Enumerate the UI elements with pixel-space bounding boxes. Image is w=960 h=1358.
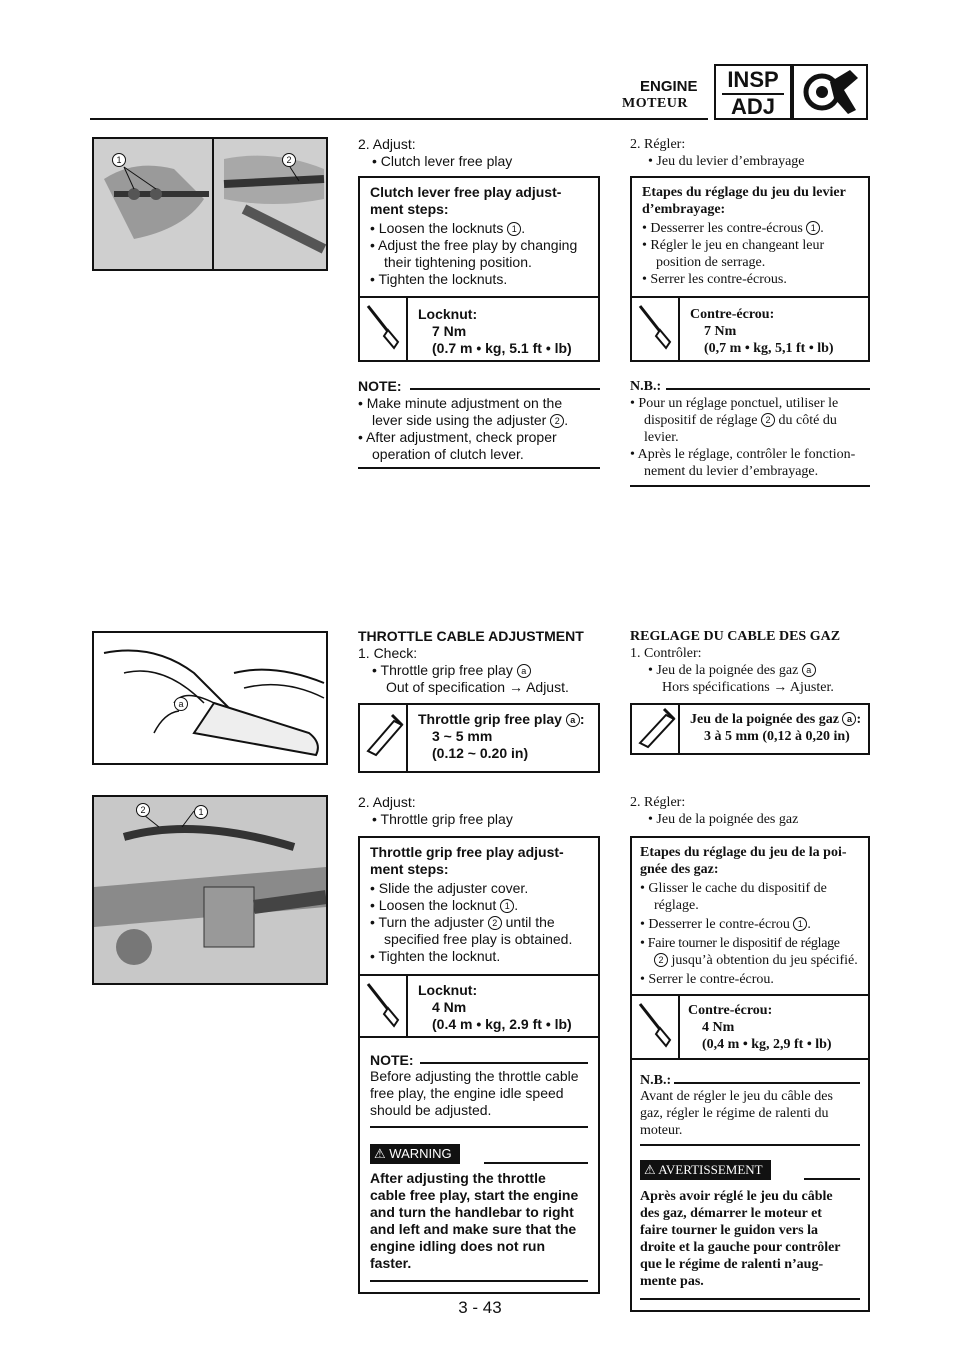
clutch-fr-step: 2. Régler: — [630, 137, 686, 152]
callout-1: 1 — [112, 153, 126, 167]
clutch-en-step: 2. Adjust: — [358, 136, 416, 152]
check-outcome: Out of specification → Adjust. — [386, 679, 569, 695]
nb-heading: N.B.: — [640, 1073, 672, 1088]
clutch-en-steps-box — [358, 176, 600, 362]
nb-1: • Pour un réglage ponctuel, utiliser le — [630, 396, 839, 411]
nb-1b: dispositif de réglage 2 du côté du — [644, 413, 837, 428]
page-number: 3 - 43 — [458, 1298, 502, 1317]
avertissement-badge: ⚠ AVERTISSEMENT — [640, 1160, 771, 1180]
step-4: • Tighten the locknut. — [370, 948, 501, 964]
box-title-2: ment steps: — [370, 201, 449, 217]
note-1b: lever side using the adjuster 2 . — [372, 412, 569, 428]
nb-2: • Après le réglage, contrôler le fonction- — [630, 447, 856, 462]
adjust-bullet: • Throttle grip free play — [372, 811, 513, 827]
nb-1c: levier. — [644, 430, 679, 445]
torque-wrench-icon — [364, 980, 402, 1035]
warning-line-6: faster. — [370, 1255, 412, 1271]
insp-label: INSP — [727, 67, 779, 92]
warning-line-4: and left and make sure that the — [370, 1221, 577, 1237]
nb-line-2: gaz, régler le régime de ralenti du — [640, 1106, 829, 1121]
torque-alt: (0,4 m • kg, 2,9 ft • lb) — [702, 1037, 832, 1052]
callout-1: 1 — [194, 805, 208, 819]
check-bullet: • Jeu de la poignée des gaz a — [648, 662, 816, 679]
check-outcome: Hors spécifications → Ajuster. — [662, 680, 834, 695]
caliper-icon — [636, 707, 676, 756]
throttle-grip-illustration — [92, 631, 328, 765]
spec-label: Throttle grip free play a : — [418, 711, 585, 727]
avert-line-3: faire tourner le guidon vers la — [640, 1223, 818, 1238]
check-bullet: • Throttle grip free play a — [372, 662, 531, 679]
step-3: • Tighten the locknuts. — [370, 271, 508, 287]
clutch-en-bullet: • Clutch lever free play — [372, 153, 513, 169]
callout-a: a — [174, 697, 188, 711]
throttle-en-title: THROTTLE CABLE ADJUSTMENT — [358, 628, 584, 644]
note-line-1: Before adjusting the throttle cable — [370, 1068, 579, 1084]
clutch-fr-bullet: • Jeu du levier d’embrayage — [648, 154, 805, 169]
torque-wrench-icon — [364, 302, 402, 357]
avert-line-5: que le régime de ralenti n’aug- — [640, 1257, 824, 1272]
step-1b: réglage. — [654, 898, 699, 913]
nb-heading: N.B.: — [630, 379, 662, 394]
step-4: • Serrer le contre-écrou. — [640, 972, 774, 987]
spec-value: 3 à 5 mm (0,12 à 0,20 in) — [704, 729, 850, 744]
torque-label: Contre-écrou: — [688, 1003, 773, 1018]
torque-value: 7 Nm — [432, 323, 467, 339]
clutch-fr-steps-box — [630, 176, 870, 362]
torque-alt: (0,7 m • kg, 5,1 ft • lb) — [704, 341, 834, 356]
insp-adj-badge — [714, 64, 792, 120]
step-2b: position de serrage. — [656, 255, 766, 270]
step-1: • Desserrer les contre-écrous 1 . — [642, 221, 824, 236]
check-step: 1. Contrôler: — [630, 646, 702, 661]
torque-alt: (0.7 m • kg, 5.1 ft • lb) — [432, 340, 572, 356]
note-line-3: should be adjusted. — [370, 1102, 492, 1118]
note-2b: operation of clutch lever. — [372, 446, 524, 462]
warning-line-5: engine idling does not run — [370, 1238, 545, 1254]
spec-alt: (0.12 ~ 0.20 in) — [432, 745, 529, 761]
torque-label: Locknut: — [418, 982, 478, 998]
adj-label: ADJ — [730, 94, 775, 119]
caliper-icon — [364, 711, 404, 766]
torque-label: Locknut: — [418, 306, 478, 322]
throttle-fr-steps-box — [630, 836, 870, 1312]
avert-line-6: mente pas. — [640, 1274, 704, 1289]
note-line-2: free play, the engine idle speed — [370, 1085, 564, 1101]
spec-value: 3 ~ 5 mm — [432, 728, 493, 744]
box-title: Etapes du réglage du jeu du levier — [642, 185, 846, 200]
torque-label: Contre-écrou: — [690, 307, 775, 322]
callout-2: 2 — [136, 803, 150, 817]
adjust-bullet: • Jeu de la poignée des gaz — [648, 812, 799, 827]
box-title-2: d’embrayage: — [642, 202, 726, 217]
step-2: • Loosen the locknut 1 . — [370, 897, 519, 913]
step-3: • Faire tourner le dispositif de réglage — [640, 936, 840, 951]
nb-line-3: moteur. — [640, 1123, 683, 1138]
step-2: • Desserrer le contre-écrou 1 . — [640, 917, 811, 932]
warning-line-1: After adjusting the throttle — [370, 1170, 546, 1186]
warning-line-2: cable free play, start the engine — [370, 1187, 579, 1203]
header-underline — [90, 118, 708, 120]
spec-label: Jeu de la poignée des gaz a : — [690, 712, 862, 727]
box-title-2: ment steps: — [370, 861, 449, 877]
torque-wrench-icon — [636, 302, 674, 357]
nb-2b: nement du levier d’embrayage. — [644, 464, 819, 479]
wrench-gear-icon — [792, 64, 868, 120]
step-3: • Turn the adjuster 2 until the — [370, 914, 555, 930]
step-2b: their tightening position. — [384, 254, 532, 270]
torque-value: 4 Nm — [432, 999, 467, 1015]
warning-icon: ⚠ — [374, 1146, 390, 1161]
torque-wrench-icon — [636, 1000, 674, 1055]
box-title: Etapes du réglage du jeu de la poi- — [640, 845, 847, 860]
clutch-lever-photo — [92, 137, 328, 271]
warning-badge: ⚠ WARNING — [370, 1144, 460, 1164]
throttle-en-steps-box — [358, 836, 600, 1294]
torque-alt: (0.4 m • kg, 2.9 ft • lb) — [432, 1016, 572, 1032]
note-1: • Make minute adjustment on the — [358, 395, 563, 411]
note-heading: NOTE: — [358, 378, 402, 394]
warning-line-3: and turn the handlebar to right — [370, 1204, 574, 1220]
check-step: 1. Check: — [358, 645, 418, 661]
throttle-adjuster-photo — [92, 795, 328, 985]
avert-line-4: droite et la gauche pour contrôler — [640, 1240, 841, 1255]
note-2: • After adjustment, check proper — [358, 429, 557, 445]
adjust-step: 2. Régler: — [630, 795, 686, 810]
header-moteur: MOTEUR — [622, 96, 688, 111]
box-title: Clutch lever free play adjust- — [370, 184, 562, 200]
step-1: • Glisser le cache du dispositif de — [640, 881, 827, 896]
step-1: • Slide the adjuster cover. — [370, 880, 529, 896]
step-3: • Serrer les contre-écrous. — [642, 272, 787, 287]
step-2: • Régler le jeu en changeant leur — [642, 238, 825, 253]
header-engine: ENGINE — [640, 78, 698, 95]
torque-value: 4 Nm — [702, 1020, 735, 1035]
adjust-step: 2. Adjust: — [358, 794, 416, 810]
step-3b: specified free play is obtained. — [384, 931, 573, 947]
throttle-fr-spec-box — [630, 703, 870, 755]
throttle-fr-title: REGLAGE DU CABLE DES GAZ — [630, 629, 841, 644]
warning-icon: ⚠ — [644, 1162, 659, 1177]
box-title-2: gnée des gaz: — [640, 862, 719, 877]
avert-line-2: des gaz, démarrer le moteur et — [640, 1206, 822, 1221]
step-2: • Adjust the free play by changing — [370, 237, 578, 253]
step-1: • Loosen the locknuts 1 . — [370, 220, 526, 236]
throttle-en-spec-box — [358, 703, 600, 773]
box-title: Throttle grip free play adjust- — [370, 844, 564, 860]
step-3b: 2 jusqu’à obtention du jeu spécifié. — [654, 952, 858, 969]
callout-2: 2 — [282, 153, 296, 167]
torque-value: 7 Nm — [704, 324, 737, 339]
nb-line-1: Avant de régler le jeu du câble des — [640, 1089, 833, 1104]
note-heading: NOTE: — [370, 1052, 414, 1068]
avert-line-1: Après avoir réglé le jeu du câble — [640, 1189, 833, 1204]
